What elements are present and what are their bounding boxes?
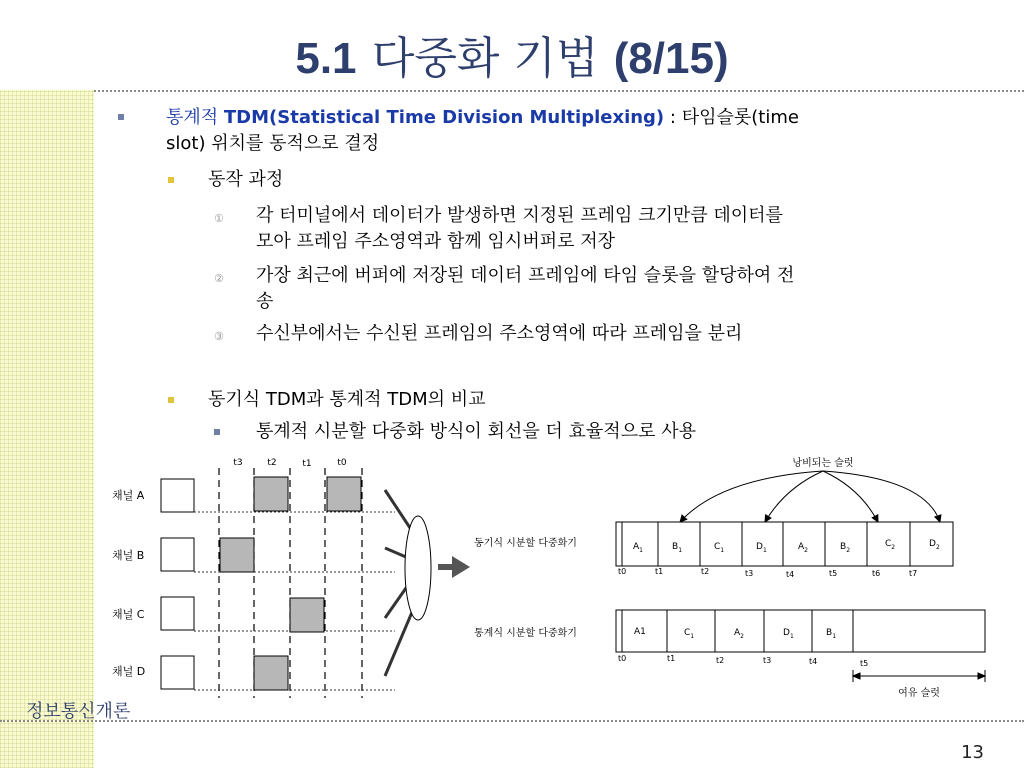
step-1-line-2: 모아 프레임 주소영역과 함께 임시버퍼로 저장	[256, 231, 615, 252]
wasted-slot-arcs	[680, 471, 940, 522]
sync-slot-c1: $C_1$	[714, 542, 725, 554]
sync-time-labels	[618, 567, 917, 579]
channel-d-block-t2	[254, 656, 288, 690]
stat-slot-c1: $C_1$	[684, 628, 695, 640]
term-tdm-full: TDM(Statistical Time Division Multiplexing)	[223, 107, 665, 128]
time-label-t3: t3	[233, 458, 243, 468]
multiplexer-ellipse	[405, 516, 431, 620]
time-label-t0: t0	[337, 458, 347, 468]
stat-tdm-frame	[616, 610, 985, 652]
sync-tdm-frame	[616, 522, 953, 566]
stat-time-t2: t2	[716, 656, 725, 665]
sync-slot-b1: $B_1$	[672, 542, 683, 554]
output-arrow	[438, 556, 470, 578]
sync-time-t6: t6	[872, 569, 881, 578]
stat-time-t3: t3	[763, 656, 772, 665]
bullet-process-label: 동작 과정	[208, 169, 284, 190]
spare-slot-bracket	[853, 670, 985, 682]
term-statistical: 통계적	[166, 107, 219, 128]
sync-time-t5: t5	[829, 569, 838, 578]
stat-time-t5: t5	[860, 659, 869, 668]
sync-tdm-label: 동기식 시분할 다중화기	[474, 538, 577, 549]
channel-a-block-t0	[327, 477, 361, 511]
bullet-line-2: slot) 위치를 동적으로 결정	[166, 133, 380, 154]
stat-slot-a2: $A_2$	[734, 628, 744, 640]
sync-time-t7: t7	[909, 569, 918, 578]
step-2-mark: ②	[214, 272, 224, 285]
channel-a-block-t2	[254, 477, 288, 511]
channel-label-b: 채널 B	[112, 549, 145, 562]
sync-time-t0: t0	[618, 567, 627, 576]
sync-time-t2: t2	[701, 567, 710, 576]
stat-time-t0: t0	[618, 654, 627, 663]
footer-divider	[0, 720, 1024, 722]
sync-time-t4: t4	[786, 570, 795, 579]
sync-slot-b2: $B_2$	[840, 542, 851, 554]
sync-slot-a1: $A_1$	[633, 542, 643, 554]
time-label-t1: t1	[302, 459, 312, 469]
step-3-line-1: 수신부에서는 수신된 프레임의 주소영역에 따라 프레임을 분리	[256, 323, 743, 344]
stat-slot-b1: $B_1$	[826, 628, 837, 640]
title-korean: 다중화 기법	[371, 33, 599, 84]
step-2-line-1: 가장 최근에 버퍼에 저장된 데이터 프레임에 타임 슬롯을 할당하여 전	[256, 265, 795, 286]
course-name: 정보통신개론	[26, 701, 131, 722]
step-1-mark: ①	[214, 212, 224, 225]
sync-slot-d2: $D_2$	[929, 539, 940, 551]
stat-time-t4: t4	[809, 657, 818, 666]
channel-source-boxes	[161, 479, 194, 689]
term-rest: : 타임슬롯(time	[669, 107, 799, 128]
stat-slot-a1: A1	[634, 627, 646, 637]
stat-slot-d1: $D_1$	[783, 628, 794, 640]
sync-slot-d1: $D_1$	[756, 542, 767, 554]
spare-slot-label: 여유 슬럿	[898, 688, 940, 699]
channel-label-d: 채널 D	[112, 665, 146, 678]
sync-slot-c2: $C_2$	[885, 539, 896, 551]
channel-label-c: 채널 C	[112, 608, 145, 621]
time-label-t2: t2	[267, 458, 277, 468]
bullet-comparison-label: 동기식 TDM과 통계적 TDM의 비교	[208, 389, 486, 410]
page-number: 13	[961, 742, 984, 763]
bullet-comparison-detail-text: 통계적 시분할 다중화 방식이 회선을 더 효율적으로 사용	[256, 421, 696, 442]
step-1-line-1: 각 터미널에서 데이터가 발생하면 지정된 프레임 크기만큼 데이터를	[256, 205, 783, 226]
stat-time-t1: t1	[667, 654, 676, 663]
step-3-mark: ③	[214, 330, 224, 343]
title-fraction: (8/15)	[613, 34, 729, 83]
channel-c-block-t1	[290, 598, 324, 632]
step-2-line-2: 송	[256, 291, 274, 312]
wasted-slot-label: 낭비되는 슬럿	[792, 458, 854, 469]
title-number: 5.1	[295, 34, 357, 83]
stat-time-labels	[618, 654, 868, 668]
sync-slot-a2: $A_2$	[798, 542, 808, 554]
channel-label-a: 채널 A	[112, 489, 145, 502]
sync-time-t1: t1	[655, 567, 664, 576]
channel-b-block-t3	[220, 538, 254, 572]
sync-time-t3: t3	[745, 569, 754, 578]
stat-tdm-label: 통계식 시분할 다중화기	[474, 628, 577, 639]
